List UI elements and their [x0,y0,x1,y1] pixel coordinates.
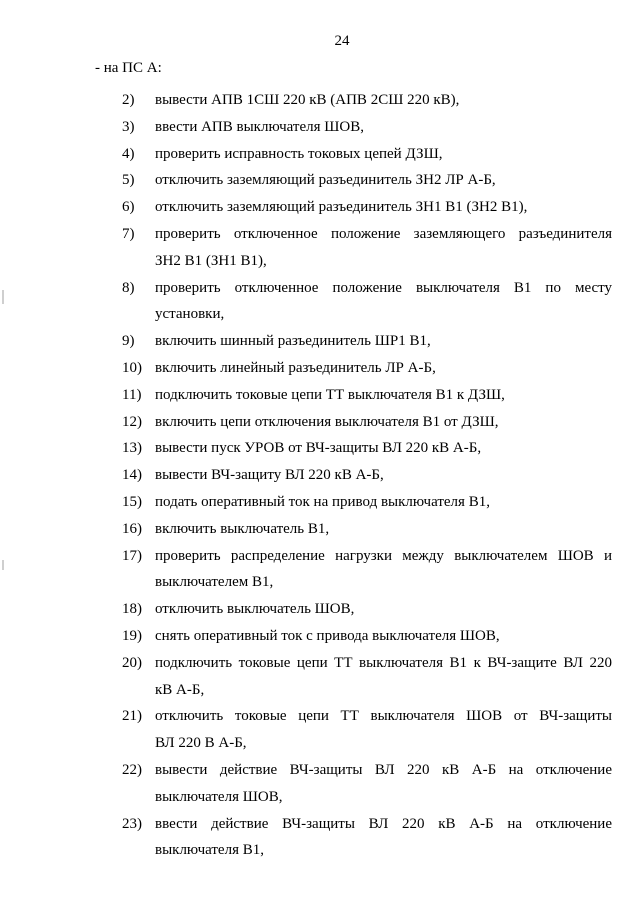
list-item [112,489,612,516]
list-item [112,221,612,275]
item-text-line: ВЛ 220 В А-Б, [155,735,247,752]
item-number-text: 17) [122,547,142,564]
item-number [112,194,155,221]
item-text [155,328,612,355]
item-number-text: 20) [122,654,142,671]
list-item [112,703,612,757]
item-number-text: 15) [122,493,142,510]
item-number-text: 3) [122,118,135,135]
item-number [112,650,155,704]
item-text [155,382,612,409]
item-text-line: выключателя ШОВ, [155,788,283,805]
list-item [112,811,612,865]
item-number-text: 12) [122,413,142,430]
item-text [155,703,612,757]
list-item [112,462,612,489]
item-text-line: вывести ВЧ-защиту ВЛ 220 кВ А-Б, [155,467,384,484]
list-item [112,355,612,382]
item-text-line: проверить распределение нагрузки между выключателем ШОВ и [155,547,612,564]
item-number [112,114,155,141]
item-number-text: 16) [122,520,142,537]
item-text [155,516,612,543]
item-text [155,596,612,623]
page-number: 24 [334,33,350,49]
item-number-text: 8) [122,279,135,296]
item-text-line: включить шинный разъединитель ШР1 В1, [155,333,431,350]
item-text [155,275,612,329]
item-number [112,221,155,275]
item-number [112,275,155,329]
item-text-line: подключить токовые цепи ТТ выключателя В1 к ДЗШ, [155,386,505,403]
item-text-line: выключателем В1, [155,574,274,591]
list-item [112,114,612,141]
item-text [155,650,612,704]
item-number [112,462,155,489]
list-item [112,409,612,436]
item-number [112,87,155,114]
item-number [112,757,155,811]
item-text-line: ввести действие ВЧ-защиты ВЛ 220 кВ А-Б на отключение [155,815,612,832]
item-text-line: ЗН2 В1 (ЗН1 В1), [155,252,267,269]
item-text-line: ввести АПВ выключателя ШОВ, [155,118,364,135]
item-text [155,194,612,221]
item-text [155,623,612,650]
item-text [155,87,612,114]
item-text-line: включить линейный разъединитель ЛР А-Б, [155,359,436,376]
item-text-line: отключить заземляющий разъединитель ЗН2 ЛР А-Б, [155,172,496,189]
list-item [112,435,612,462]
item-number-text: 19) [122,627,142,644]
item-number-text: 4) [122,145,135,162]
list-item [112,543,612,597]
item-text [155,114,612,141]
item-number-text: 21) [122,708,142,725]
list-item [112,757,612,811]
item-text [155,757,612,811]
item-text [155,167,612,194]
item-text-line: отключить токовые цепи ТТ выключателя ШОВ от ВЧ-защиты [155,708,612,725]
item-text [155,409,612,436]
scan-edge-mark [2,290,4,304]
step-list [112,87,612,864]
list-item [112,167,612,194]
item-number-text: 22) [122,761,142,778]
item-number [112,516,155,543]
list-item [112,328,612,355]
item-number [112,703,155,757]
item-text-line: вывести пуск УРОВ от ВЧ-защиты ВЛ 220 кВ А-Б, [155,440,482,457]
item-text-line: установки, [155,306,225,323]
item-number [112,623,155,650]
item-text [155,141,612,168]
item-text [155,462,612,489]
item-number-text: 10) [122,359,142,376]
list-item [112,596,612,623]
item-number-text: 5) [122,172,135,189]
scan-edge-mark [2,560,4,570]
list-item [112,275,612,329]
item-text [155,435,612,462]
item-number-text: 7) [122,225,135,242]
item-text-line: выключателя В1, [155,842,264,859]
item-number-text: 13) [122,440,142,457]
item-text-line: подключить токовые цепи ТТ выключателя В1 к ВЧ-защите ВЛ 220 [155,654,612,671]
item-text-line: вывести АПВ 1СШ 220 кВ (АПВ 2СШ 220 кВ), [155,92,460,108]
item-number-text: 2) [122,92,135,108]
item-number [112,489,155,516]
item-text-line: подать оперативный ток на привод выключателя В1, [155,493,490,510]
item-number-text: 23) [122,815,142,832]
item-text-line: проверить отключенное положение выключателя В1 по месту [155,279,612,296]
item-text [155,489,612,516]
item-text-line: включить выключатель В1, [155,520,330,537]
item-text [155,811,612,865]
item-number [112,355,155,382]
item-number [112,141,155,168]
item-text-line: проверить исправность токовых цепей ДЗШ, [155,145,443,162]
item-text-line: отключить заземляющий разъединитель ЗН1 В1 (ЗН2 В1), [155,199,528,216]
item-text-line: отключить выключатель ШОВ, [155,601,355,618]
list-item [112,516,612,543]
list-item [112,141,612,168]
item-text-line: проверить отключенное положение заземляющего разъединителя [155,225,612,242]
item-text [155,543,612,597]
item-number-text: 9) [122,333,135,350]
item-text [155,355,612,382]
item-number-text: 18) [122,601,142,618]
item-number [112,596,155,623]
item-number [112,811,155,865]
item-text-line: вывести действие ВЧ-защиты ВЛ 220 кВ А-Б на отключение [155,761,612,778]
item-number-text: 14) [122,467,142,484]
item-number [112,543,155,597]
item-number-text: 6) [122,199,135,216]
item-number [112,167,155,194]
list-item [112,382,612,409]
item-number [112,328,155,355]
item-number-text: 11) [122,386,142,403]
item-text [155,221,612,275]
item-number [112,435,155,462]
list-item [112,194,612,221]
item-number [112,409,155,436]
item-text-line: включить цепи отключения выключателя В1 от ДЗШ, [155,413,499,430]
item-number [112,382,155,409]
list-item [112,650,612,704]
item-text-line: снять оперативный ток с привода выключателя ШОВ, [155,627,500,644]
item-text-line: кВ А-Б, [155,681,205,698]
list-item [112,623,612,650]
section-heading: - на ПС А: [95,60,162,76]
list-item [112,87,612,114]
